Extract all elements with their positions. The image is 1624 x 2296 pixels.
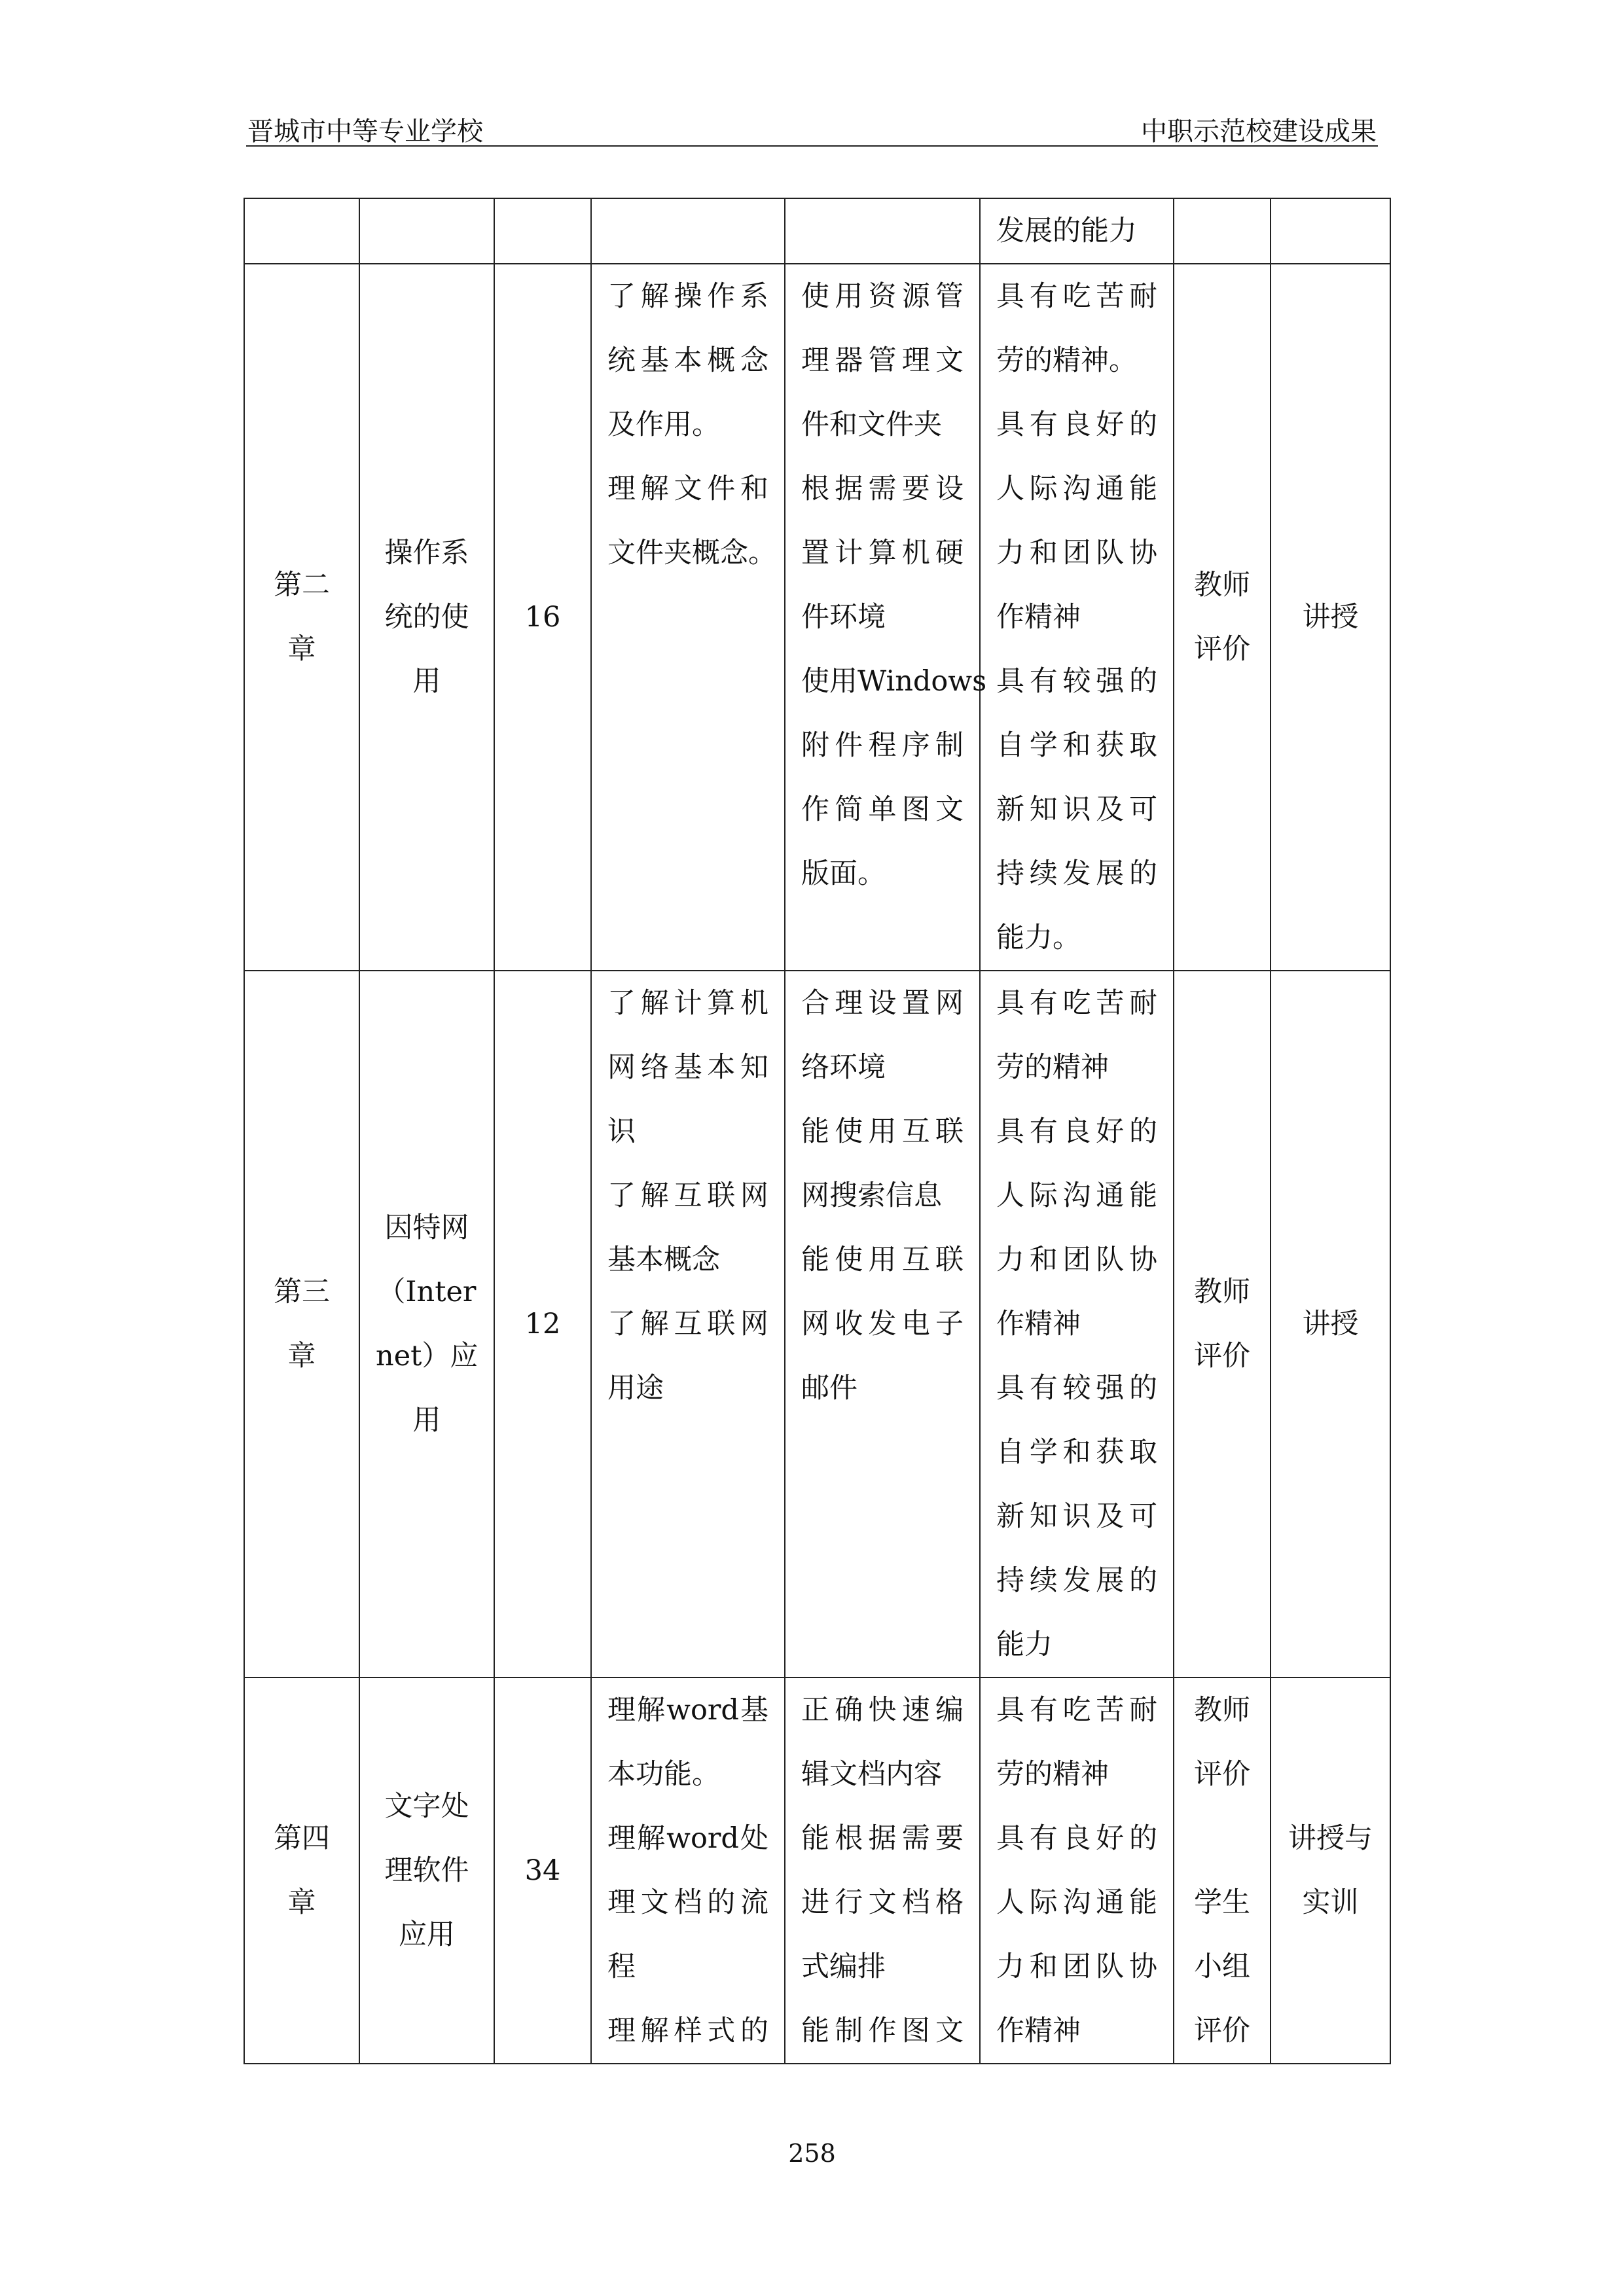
quality-cell [980, 198, 1174, 264]
cell-line: 理器管理文 [801, 344, 964, 377]
cell-line: 辑文档内容 [801, 1758, 942, 1791]
cell-line: 能使用互联 [801, 1115, 964, 1148]
cell-line: 自学和获取 [996, 729, 1157, 762]
cell-line: 教师 [1194, 1694, 1250, 1727]
cell-line: 了解计算机 [607, 987, 768, 1020]
method-cell: 讲授 [1271, 264, 1390, 971]
evaluation-cell [1174, 264, 1271, 971]
cell-line: 作简单图文 [801, 793, 964, 826]
cell-line: 小组 [1194, 1950, 1250, 1983]
title-cell [359, 1677, 494, 2064]
cell-line: 用 [412, 1404, 441, 1437]
skill-cell [785, 1677, 980, 2064]
cell-line: 人际沟通能 [996, 473, 1157, 505]
cell-line: 基本概念 [607, 1244, 720, 1276]
hours-cell: 12 [494, 971, 591, 1677]
cell-line: 评价 [1194, 1758, 1250, 1791]
hours-cell [494, 198, 591, 264]
cell-line: 理解word处 [607, 1822, 768, 1855]
cell-line: 作精神 [996, 2015, 1081, 2047]
cell-line: 因特网 [384, 1211, 469, 1244]
cell-line: 文件夹概念。 [607, 537, 776, 569]
cell-line: 教师 [1194, 1276, 1250, 1308]
cell-line: 劳的精神 [996, 1758, 1109, 1791]
chapter-cell: 第二章 [244, 264, 359, 971]
cell-line: 文字处 [384, 1790, 469, 1823]
cell-line: 能力 [996, 1628, 1053, 1661]
cell-line: 进行文档格 [801, 1886, 964, 1919]
cell-line: 能使用互联 [801, 1244, 964, 1276]
cell-line: 具有良好的 [996, 1115, 1157, 1148]
cell-line: 了解互联网 [607, 1308, 768, 1340]
chapter-cell: 第四章 [244, 1677, 359, 2064]
cell-line: 了解互联网 [607, 1179, 768, 1212]
knowledge-cell [591, 198, 785, 264]
skill-cell [785, 971, 980, 1677]
cell-line: 新知识及可 [996, 1500, 1157, 1533]
cell-line: 网络基本知 [607, 1051, 768, 1084]
hours-cell: 16 [494, 264, 591, 971]
table-row-chapter-2 [244, 264, 1390, 971]
cell-line: 置计算机硬 [801, 537, 964, 569]
knowledge-cell [591, 971, 785, 1677]
method-cell [1271, 1677, 1390, 2064]
cell-line: 劳的精神 [996, 1051, 1109, 1084]
cell-line: 使用资源管 [801, 280, 964, 313]
cell-line: 邮件 [801, 1372, 857, 1405]
knowledge-cell [591, 1677, 785, 2064]
cell-line: 统的使 [384, 601, 469, 634]
header-school-name: 晋城市中等专业学校 [247, 117, 483, 147]
cell-line: 用途 [607, 1372, 664, 1405]
method-cell [1271, 198, 1390, 264]
cell-line: 件和文件夹 [801, 408, 942, 441]
cell-line: 件环境 [801, 601, 886, 634]
title-cell [359, 264, 494, 971]
knowledge-cell [591, 264, 785, 971]
cell-line: 力和团队协 [996, 1950, 1157, 1983]
cell-line: 学生 [1194, 1886, 1250, 1919]
cell-line: 本功能。 [607, 1758, 720, 1791]
cell-line: 能制作图文 [801, 2015, 964, 2047]
cell-line: 评价 [1194, 1340, 1250, 1372]
cell-line: 评价 [1194, 2015, 1250, 2047]
quality-cell [980, 971, 1174, 1677]
cell-line: 用 [412, 665, 441, 698]
cell-line: 理解word基 [607, 1694, 768, 1727]
cell-line: 统基本概念 [607, 344, 768, 377]
method-cell: 讲授 [1271, 971, 1390, 1677]
header-document-title: 中职示范校建设成果 [1141, 117, 1377, 147]
cell-line: 合理设置网 [801, 987, 964, 1020]
cell-line: net）应 [376, 1340, 478, 1372]
evaluation-cell [1174, 198, 1271, 264]
cell-line: 正确快速编 [801, 1694, 964, 1727]
chapter-cell [244, 198, 359, 264]
cell-line: 式编排 [801, 1950, 886, 1983]
cell-line: 自学和获取 [996, 1436, 1157, 1469]
cell-line: 持续发展的 [996, 857, 1157, 890]
cell-line: 具有吃苦耐 [996, 1694, 1157, 1727]
title-cell [359, 971, 494, 1677]
cell-line: 网搜索信息 [801, 1179, 942, 1212]
table-row-continuation [244, 198, 1390, 264]
cell-line: 具有良好的 [996, 1822, 1157, 1855]
cell-line: 具有较强的 [996, 1372, 1157, 1405]
cell-line: 教师 [1194, 569, 1250, 601]
table-row-chapter-4 [244, 1677, 1390, 2064]
cell-line: 实训 [1302, 1886, 1359, 1919]
cell-line: （Inter [377, 1276, 477, 1308]
cell-line: 程 [607, 1950, 636, 1983]
table-row-chapter-3 [244, 971, 1390, 1677]
cell-line: 操作系 [384, 537, 469, 569]
cell-line: 具有较强的 [996, 665, 1157, 698]
cell-line: 使用Windows [801, 665, 987, 698]
cell-line: 作精神 [996, 1308, 1081, 1340]
cell-line: 发展的能力 [996, 215, 1137, 247]
course-table [244, 198, 1391, 2064]
cell-line: 附件程序制 [801, 729, 964, 762]
cell-line: 理文档的流 [607, 1886, 768, 1919]
cell-line: 具有吃苦耐 [996, 987, 1157, 1020]
evaluation-cell [1174, 971, 1271, 1677]
cell-spacer [1190, 1806, 1254, 1871]
quality-cell [980, 1677, 1174, 2064]
cell-line: 理软件 [384, 1854, 469, 1887]
hours-cell: 34 [494, 1677, 591, 2064]
cell-line: 具有良好的 [996, 408, 1157, 441]
cell-line: 根据需要设 [801, 473, 964, 505]
cell-line: 了解操作系 [607, 280, 768, 313]
cell-line: 具有吃苦耐 [996, 280, 1157, 313]
skill-cell [785, 264, 987, 971]
cell-line: 能根据需要 [801, 1822, 964, 1855]
header-divider [246, 145, 1378, 147]
cell-line: 及作用。 [607, 408, 720, 441]
cell-line: 应用 [399, 1918, 455, 1951]
evaluation-cell [1174, 1677, 1271, 2064]
cell-line: 版面。 [801, 857, 886, 890]
cell-line: 识 [607, 1115, 636, 1148]
cell-line: 劳的精神。 [996, 344, 1137, 377]
chapter-cell: 第三章 [244, 971, 359, 1677]
cell-line: 能力。 [996, 922, 1081, 954]
cell-line: 力和团队协 [996, 537, 1157, 569]
cell-line: 作精神 [996, 601, 1081, 634]
cell-line: 网收发电子 [801, 1308, 964, 1340]
cell-line: 人际沟通能 [996, 1179, 1157, 1212]
cell-line: 理解样式的 [607, 2015, 768, 2047]
quality-cell [980, 264, 1174, 971]
cell-line: 评价 [1194, 633, 1250, 666]
cell-line: 新知识及可 [996, 793, 1157, 826]
cell-line: 持续发展的 [996, 1564, 1157, 1597]
cell-line: 人际沟通能 [996, 1886, 1157, 1919]
cell-line: 力和团队协 [996, 1244, 1157, 1276]
cell-line: 讲授与 [1288, 1822, 1373, 1855]
skill-cell [785, 198, 980, 264]
page-number: 258 [788, 2139, 836, 2168]
cell-line: 络环境 [801, 1051, 886, 1084]
cell-line: 理解文件和 [607, 473, 768, 505]
title-cell [359, 198, 494, 264]
